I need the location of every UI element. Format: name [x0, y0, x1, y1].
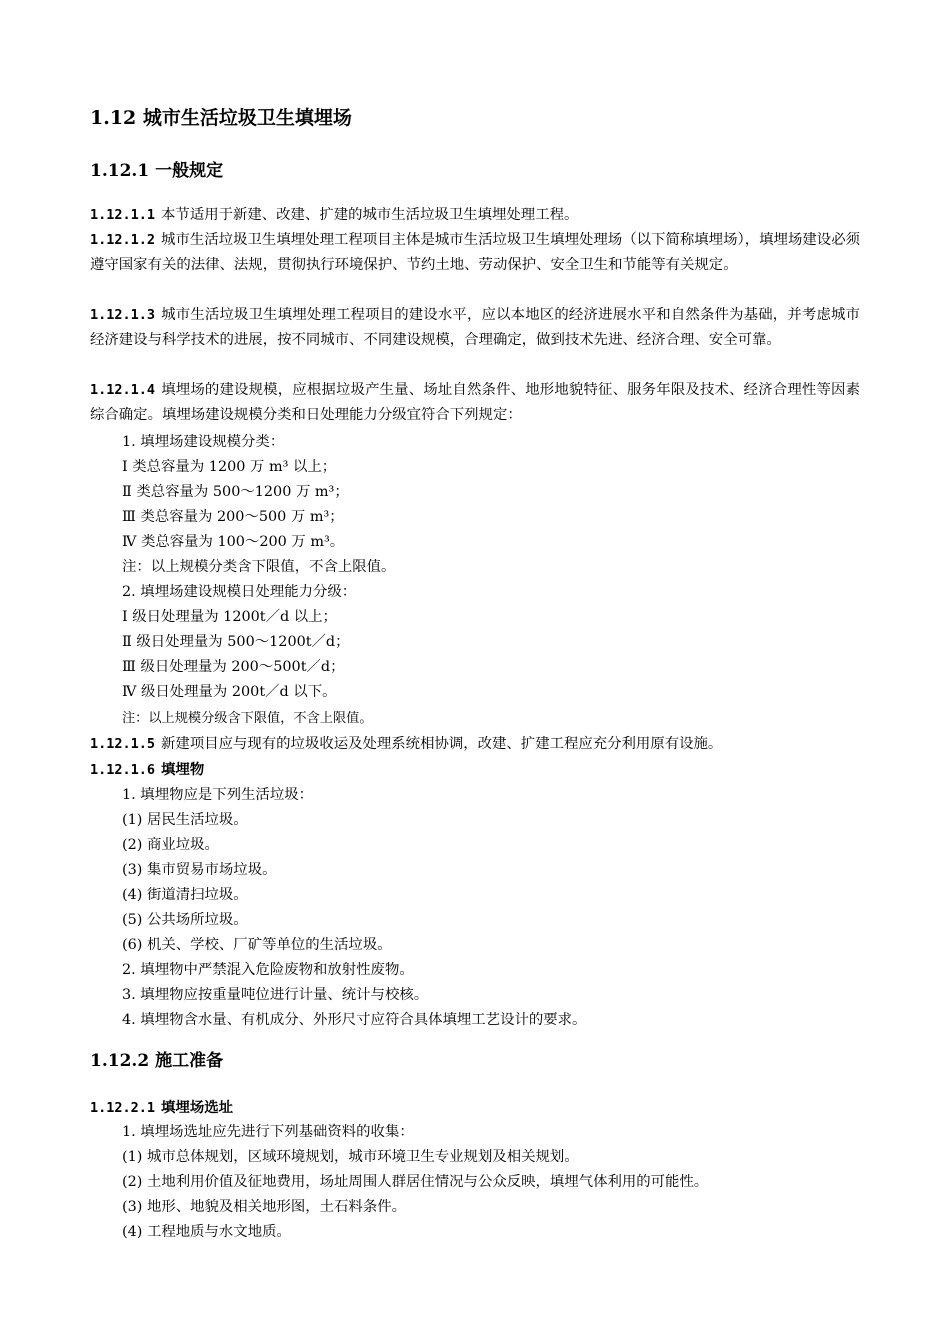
clause-1-12-1-4 [90, 378, 860, 428]
fill-list-item: (6) 机关、学校、厂矿等单位的生活垃圾。 [122, 937, 392, 953]
scale-list-item: Ⅲ 类总容量为 200～500 万 m³； [122, 509, 344, 525]
scale-list-item: Ⅰ 类总容量为 1200 万 m³ 以上； [122, 459, 337, 475]
clause-text: 城市生活垃圾卫生填埋处理工程项目的建设水平，应以本地区的经济进展水平和自然条件为基础，并考虑城市经济建设与科学技术的进展，按不同城市、不同建设规模，合理确定，做到技术先进、经济合理、安全可靠。 [90, 307, 860, 348]
fill-list-item: 4. 填埋物含水量、有机成分、外形尺寸应符合具体填埋工艺设计的要求。 [122, 1012, 587, 1028]
scale-list-item: Ⅱ 级日处理量为 500～1200t／d； [122, 634, 350, 650]
fill-list-item: (4) 街道清扫垃圾。 [122, 887, 248, 903]
clause-text: 新建项目应与现有的垃圾收运及处理系统相协调，改建、扩建工程应充分利用原有设施。 [161, 736, 723, 752]
clause-1-12-2-1 [90, 1095, 860, 1121]
clause-title: 填埋场选址 [161, 1099, 233, 1116]
clause-text: 本节适用于新建、改建、扩建的城市生活垃圾卫生填埋处理工程。 [161, 207, 579, 223]
subsection-title-preparation: 1.12.2 施工准备 [90, 1051, 224, 1071]
clause-1-12-1-5 [90, 732, 860, 757]
scale-note: 注：以上规模分类含下限值，不含上限值。 [122, 559, 396, 575]
site-list-item: (1) 城市总体规划，区域环境规划，城市环境卫生专业规划及相关规划。 [122, 1149, 579, 1165]
scale-list-item: Ⅱ 类总容量为 500～1200 万 m³； [122, 484, 349, 500]
clause-number: 1.12.1.2 [90, 232, 156, 248]
scale-list-item: 1. 填埋场建设规模分类： [122, 434, 285, 450]
scale-list-item: Ⅲ 级日处理量为 200～500t／d； [122, 659, 345, 675]
clause-number: 1.12.1.4 [90, 382, 156, 398]
clause-number: 1.12.2.1 [90, 1100, 156, 1116]
clause-1-12-1-2 [90, 228, 860, 278]
fill-list-item: 2. 填埋物中严禁混入危险废物和放射性废物。 [122, 962, 414, 978]
clause-number: 1.12.1.1 [90, 207, 156, 223]
fill-list-item: 1. 填埋物应是下列生活垃圾： [122, 787, 313, 803]
subsection-title-general: 1.12.1 一般规定 [90, 161, 224, 181]
scale-note-2: 注：以上规模分级含下限值，不含上限值。 [122, 711, 373, 726]
clause-1-12-1-1 [90, 203, 860, 228]
fill-list-item: (2) 商业垃圾。 [122, 837, 219, 853]
scale-list-item: Ⅰ 级日处理量为 1200t／d 以上； [122, 609, 337, 625]
clause-number: 1.12.1.5 [90, 736, 156, 752]
scale-list-item: Ⅳ 级日处理量为 200t／d 以下。 [122, 684, 337, 700]
site-list-item: (3) 地形、地貌及相关地形图，土石料条件。 [122, 1199, 406, 1215]
clause-text: 填埋场的建设规模，应根据垃圾产生量、场址自然条件、地形地貌特征、服务年限及技术、经济合理性等因素综合确定。填埋场建设规模分类和日处理能力分级宜符合下列规定： [90, 382, 860, 423]
fill-list-item: 3. 填埋物应按重量吨位进行计量、统计与校核。 [122, 987, 429, 1003]
scale-list-item: Ⅳ 类总容量为 100～200 万 m³。 [122, 534, 345, 550]
clause-number: 1.12.1.6 [90, 762, 156, 778]
clause-1-12-1-3 [90, 303, 860, 353]
site-list-item: (2) 土地利用价值及征地费用，场址周围人群居住情况与公众反映，填埋气体利用的可能性。 [122, 1174, 709, 1190]
clause-text: 城市生活垃圾卫生填埋处理工程项目主体是城市生活垃圾卫生填埋处理场（以下简称填埋场），填埋场建设必须遵守国家有关的法律、法规，贯彻执行环境保护、节约土地、劳动保护、安全卫生和节能等有关规定。 [90, 232, 860, 273]
site-list-item: (4) 工程地质与水文地质。 [122, 1224, 291, 1240]
clause-1-12-1-6 [90, 757, 860, 783]
fill-list-item: (5) 公共场所垃圾。 [122, 912, 248, 928]
site-list-item: 1. 填埋场选址应先进行下列基础资料的收集： [122, 1124, 414, 1140]
fill-list-item: (1) 居民生活垃圾。 [122, 812, 248, 828]
clause-title: 填埋物 [161, 761, 205, 778]
fill-list-item: (3) 集市贸易市场垃圾。 [122, 862, 277, 878]
clause-number: 1.12.1.3 [90, 307, 156, 323]
section-title: 1.12 城市生活垃圾卫生填埋场 [90, 107, 352, 129]
scale-list-item: 2. 填埋场建设规模日处理能力分级： [122, 584, 357, 600]
